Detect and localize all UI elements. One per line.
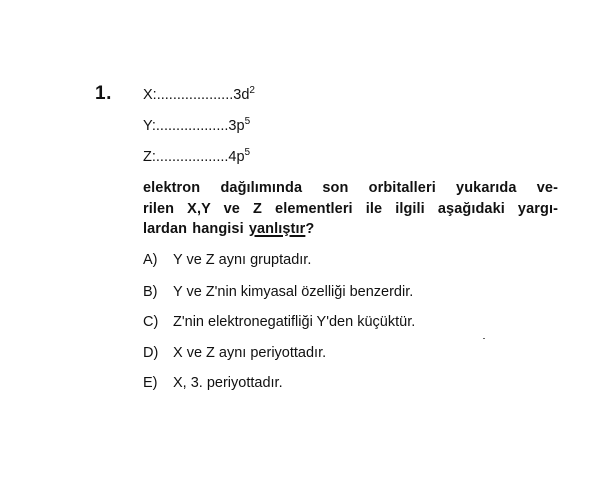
config-z-orbital: 4p <box>228 149 245 165</box>
option-d-text: X ve Z aynı periyottadır. <box>173 345 327 361</box>
stem-line-2: rilen X,Y ve Z elementleri ile ilgili aşağıdaki yargı- <box>143 200 558 217</box>
option-b-text: Y ve Z'nin kimyasal özelliği benzerdir. <box>173 284 414 300</box>
option-a-letter: A) <box>143 252 158 268</box>
option-c-letter: C) <box>143 314 159 330</box>
option-b[interactable] <box>143 283 413 301</box>
option-d[interactable] <box>143 344 326 362</box>
question-number: 1. <box>95 83 112 104</box>
config-z <box>143 148 250 166</box>
config-y-exponent: 5 <box>244 116 251 127</box>
config-z-exponent: 5 <box>244 147 251 158</box>
stem-underlined-word: yanlıştır <box>248 221 306 237</box>
stray-mark <box>483 338 485 339</box>
option-a-text: Y ve Z aynı gruptadır. <box>173 252 312 268</box>
option-e-letter: E) <box>143 375 158 391</box>
stem-line-1: elektron dağılımında son orbitalleri yukarıda ve- <box>143 180 558 196</box>
config-x-exponent: 2 <box>249 85 255 96</box>
config-z-dots: .................. <box>155 149 229 165</box>
option-c[interactable] <box>143 313 415 331</box>
stem-line-3-text: lardan hangisi <box>143 221 249 237</box>
option-a[interactable] <box>143 251 311 269</box>
option-d-letter: D) <box>143 345 159 361</box>
config-y <box>143 117 250 135</box>
config-x <box>143 86 255 104</box>
config-y-label: Y: <box>143 118 156 134</box>
config-x-label: X: <box>143 87 157 103</box>
option-b-letter: B) <box>143 284 158 300</box>
config-x-orbital: 3d <box>233 87 250 103</box>
config-y-orbital: 3p <box>228 118 245 134</box>
config-z-label: Z: <box>143 149 156 165</box>
option-e[interactable] <box>143 374 283 392</box>
question-stem <box>143 178 558 240</box>
config-y-dots: .................. <box>155 118 229 134</box>
config-x-dots: ................... <box>156 87 234 103</box>
stem-question-mark: ? <box>305 221 315 237</box>
option-c-text: Z'nin elektronegatifliği Y'den küçüktür. <box>173 314 416 330</box>
stem-line-3 <box>143 219 558 240</box>
option-e-text: X, 3. periyottadır. <box>173 375 283 391</box>
